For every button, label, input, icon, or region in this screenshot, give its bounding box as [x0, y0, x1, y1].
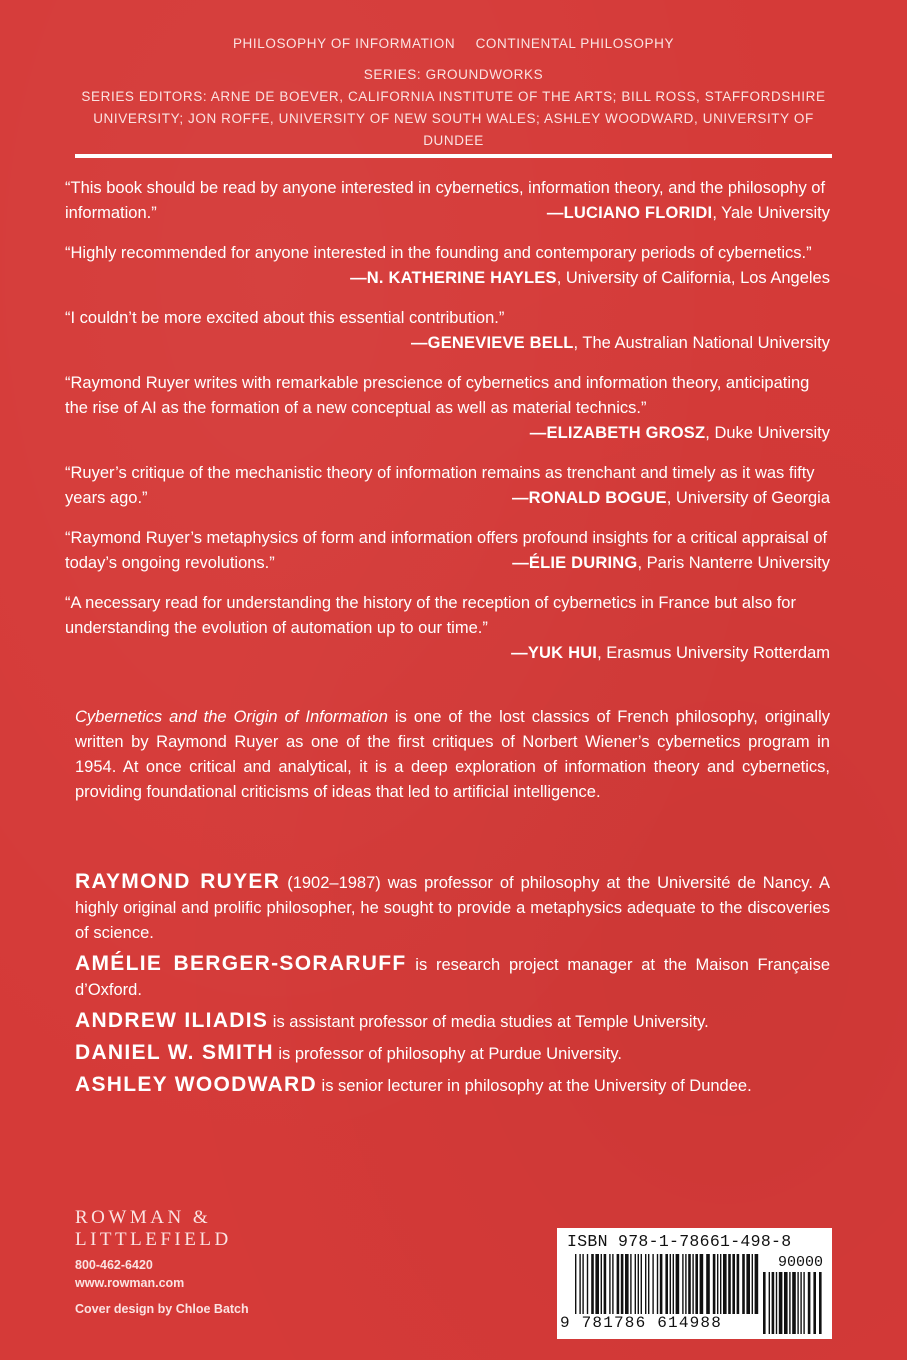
endorsement-text: “Raymond Ruyer writes with remarkable prescience of cybernetics and information theory, anticipating the rise of AI as the formation of a new conceptual as well as material technics.” — [65, 374, 810, 417]
barcode-bar — [779, 1272, 783, 1334]
barcode-bar — [803, 1272, 804, 1334]
barcode-bar — [582, 1254, 583, 1314]
endorsement-attribution — [350, 266, 830, 291]
barcode-bar — [660, 1254, 663, 1314]
author-bio — [75, 1072, 830, 1099]
book-description — [75, 705, 830, 805]
barcode-bar — [630, 1254, 631, 1314]
endorsement-attribution — [547, 201, 830, 226]
endorsement — [65, 176, 830, 226]
endorser-affiliation: , The Australian National University — [573, 334, 830, 352]
barcode-bar — [609, 1254, 610, 1314]
barcode-bar — [587, 1254, 588, 1314]
barcode-bar — [784, 1272, 788, 1334]
barcode-bar — [601, 1254, 602, 1314]
barcode-bar — [713, 1254, 716, 1314]
author-name: RAYMOND RUYER — [75, 870, 281, 893]
barcode-bar — [688, 1254, 691, 1314]
author-bio-text: (1902–1987) was professor of philosophy at the Université de Nancy. A highly original and prolific philosopher, he sought to provide a metaphysics adequate to the discoveries of science. — [75, 874, 830, 942]
barcode-bar — [645, 1254, 646, 1314]
price-code: 90000 — [777, 1254, 823, 1271]
publisher-website: www.rowman.com — [75, 1276, 185, 1290]
barcode-bar — [657, 1254, 658, 1314]
barcode-bar — [720, 1254, 721, 1314]
author-name: ANDREW ILIADIS — [75, 1009, 269, 1032]
description-body: is one of the lost classics of French philosophy, originally written by Raymond Ruyer as one of the first critiques of Norbert Wiener’s cybernetics program in 1954. At once critical and analytical, it is a deep exploration of information theory and cybernetics, providing foundational criticisms of ideas that led to artificial intelligence. — [75, 708, 830, 801]
barcode-bar — [575, 1254, 576, 1314]
barcode-bar — [673, 1254, 674, 1314]
barcode-bar — [763, 1272, 766, 1334]
endorser-name: —GENEVIEVE BELL — [410, 334, 574, 352]
barcode-bar — [625, 1254, 629, 1314]
endorsement — [65, 371, 830, 446]
barcode-bar — [612, 1254, 613, 1314]
author-bio-text: is research project manager at the Maison Française d’Oxford. — [75, 956, 830, 999]
endorsements — [65, 176, 830, 681]
endorsement-text: “A necessary read for understanding the history of the reception of cybernetics in France but also for understanding the evolution of automation up to our time.” — [65, 594, 796, 637]
endorsement-text: “Highly recommended for anyone interested in the founding and contemporary periods of cybernetics.” — [65, 244, 812, 262]
barcode-bar — [755, 1254, 759, 1314]
endorser-name: —N. KATHERINE HAYLES — [350, 269, 557, 287]
book-title: Cybernetics and the Origin of Information — [75, 708, 388, 726]
barcode-bar — [652, 1254, 653, 1314]
barcode-bar — [813, 1272, 816, 1334]
endorser-affiliation: , Erasmus University Rotterdam — [597, 644, 830, 662]
author-bio-text: is professor of philosophy at Purdue University. — [273, 1045, 622, 1063]
barcode-bar — [700, 1254, 704, 1314]
author-bio — [75, 951, 830, 1003]
endorser-name: —ÉLIE DURING — [512, 554, 638, 572]
author-bio-text: is assistant professor of media studies at Temple University. — [268, 1013, 709, 1031]
endorser-affiliation: , University of Georgia — [666, 489, 830, 507]
series-editors-line-2: UNIVERSITY; JON ROFFE, UNIVERSITY OF NEW SOUTH WALES; ASHLEY WOODWARD, UNIVERSITY OF DUNDEE — [93, 111, 814, 148]
author-name: DANIEL W. SMITH — [75, 1041, 274, 1064]
isbn-barcode — [557, 1228, 832, 1339]
publisher-name-line-1: ROWMAN & — [75, 1207, 212, 1228]
endorser-name: —YUK HUI — [511, 644, 598, 662]
series-editors-line-1: SERIES EDITORS: ARNE DE BOEVER, CALIFORNIA INSTITUTE OF THE ARTS; BILL ROSS, STAFFORDSHIRE — [81, 89, 826, 104]
author-name: AMÉLIE BERGER-SORARUFF — [75, 952, 407, 975]
endorsement-attribution — [65, 331, 830, 356]
barcode-bar — [617, 1254, 620, 1314]
endorsement-attribution — [512, 486, 830, 511]
series-name: SERIES: GROUNDWORKS — [363, 67, 544, 82]
endorser-affiliation: , Paris Nanterre University — [637, 554, 830, 572]
barcode-bar — [737, 1254, 740, 1314]
cover-design-credit: Cover design by Chloe Batch — [75, 1302, 249, 1316]
barcode-bar — [792, 1272, 796, 1334]
barcode-bar — [723, 1254, 727, 1314]
divider-rule — [75, 154, 832, 158]
endorsement-attribution — [512, 551, 830, 576]
author-bio — [75, 1008, 830, 1035]
endorsement-text: “I couldn’t be more excited about this essential contribution.” — [65, 309, 505, 327]
header — [75, 33, 832, 152]
category-1: PHILOSOPHY OF INFORMATION — [232, 36, 456, 51]
barcode-bar — [728, 1254, 731, 1314]
endorser-name: —ELIZABETH GROSZ — [529, 424, 706, 442]
publisher-logo — [75, 1207, 232, 1251]
endorsement-attribution — [65, 641, 830, 666]
barcode-bar — [591, 1254, 594, 1314]
endorsement-text: “Ruyer’s critique of the mechanistic theory of information remains as trenchant and timely as it was fifty years ago.” — [65, 464, 815, 507]
author-bios — [75, 869, 830, 1104]
barcode-bar — [665, 1254, 668, 1314]
barcode-bar — [819, 1272, 822, 1334]
barcode-bar — [769, 1272, 770, 1334]
endorsement — [65, 591, 830, 666]
endorsement — [65, 461, 830, 511]
isbn-label: ISBN 978-1-78661-498-8 — [567, 1232, 792, 1251]
barcode-bar — [692, 1254, 693, 1314]
barcode-bar — [800, 1272, 801, 1334]
endorser-affiliation: , Duke University — [705, 424, 830, 442]
categories — [75, 33, 832, 55]
barcode-bar — [706, 1254, 710, 1314]
barcode-bar — [670, 1254, 671, 1314]
barcode-bar — [789, 1272, 790, 1334]
barcode-bar — [685, 1254, 686, 1314]
endorsement — [65, 526, 830, 576]
author-bio-text: is senior lecturer in philosophy at the University of Dundee. — [316, 1077, 752, 1095]
barcode-bar — [621, 1254, 624, 1314]
barcode-bar — [676, 1254, 680, 1314]
barcode-bar — [641, 1254, 642, 1314]
barcode-bar — [604, 1254, 607, 1314]
barcode-bar — [742, 1254, 745, 1314]
endorser-name: —RONALD BOGUE — [511, 489, 667, 507]
barcode-bar — [808, 1272, 811, 1334]
barcode-digits: 9 781786 614988 — [560, 1314, 723, 1332]
barcode-bar — [648, 1254, 649, 1314]
barcode-bar — [579, 1254, 580, 1314]
barcode-bar — [732, 1254, 735, 1314]
author-bio — [75, 1040, 830, 1067]
endorsement — [65, 241, 830, 291]
barcode-bar — [638, 1254, 639, 1314]
barcode-bar — [746, 1254, 750, 1314]
endorsement-text: “This book should be read by anyone interested in cybernetics, information theory, and the philosophy of information.” — [65, 179, 826, 222]
endorsement-attribution — [65, 421, 830, 446]
barcode-bar — [797, 1272, 798, 1334]
endorser-affiliation: , University of California, Los Angeles — [556, 269, 830, 287]
barcode-bar — [682, 1254, 683, 1314]
publisher-contact — [75, 1256, 184, 1292]
barcode-bar — [595, 1254, 599, 1314]
barcode-bar — [776, 1272, 777, 1334]
endorser-name: —LUCIANO FLORIDI — [546, 204, 713, 222]
publisher-name-line-2: LITTLEFIELD — [75, 1229, 232, 1250]
barcode-bar — [752, 1254, 753, 1314]
barcode-bar — [717, 1254, 718, 1314]
endorser-affiliation: , Yale University — [712, 204, 830, 222]
category-2: CONTINENTAL PHILOSOPHY — [475, 36, 675, 51]
author-bio — [75, 869, 830, 946]
endorsement — [65, 306, 830, 356]
barcode-bar — [635, 1254, 636, 1314]
barcode-bar — [695, 1254, 698, 1314]
endorsement-text: “Raymond Ruyer’s metaphysics of form and information offers profound insights for a critical appraisal of today’s ongoing revolutions.” — [65, 529, 828, 572]
publisher-phone: 800-462-6420 — [75, 1258, 153, 1272]
barcode-bar — [772, 1272, 775, 1334]
author-name: ASHLEY WOODWARD — [75, 1073, 317, 1096]
